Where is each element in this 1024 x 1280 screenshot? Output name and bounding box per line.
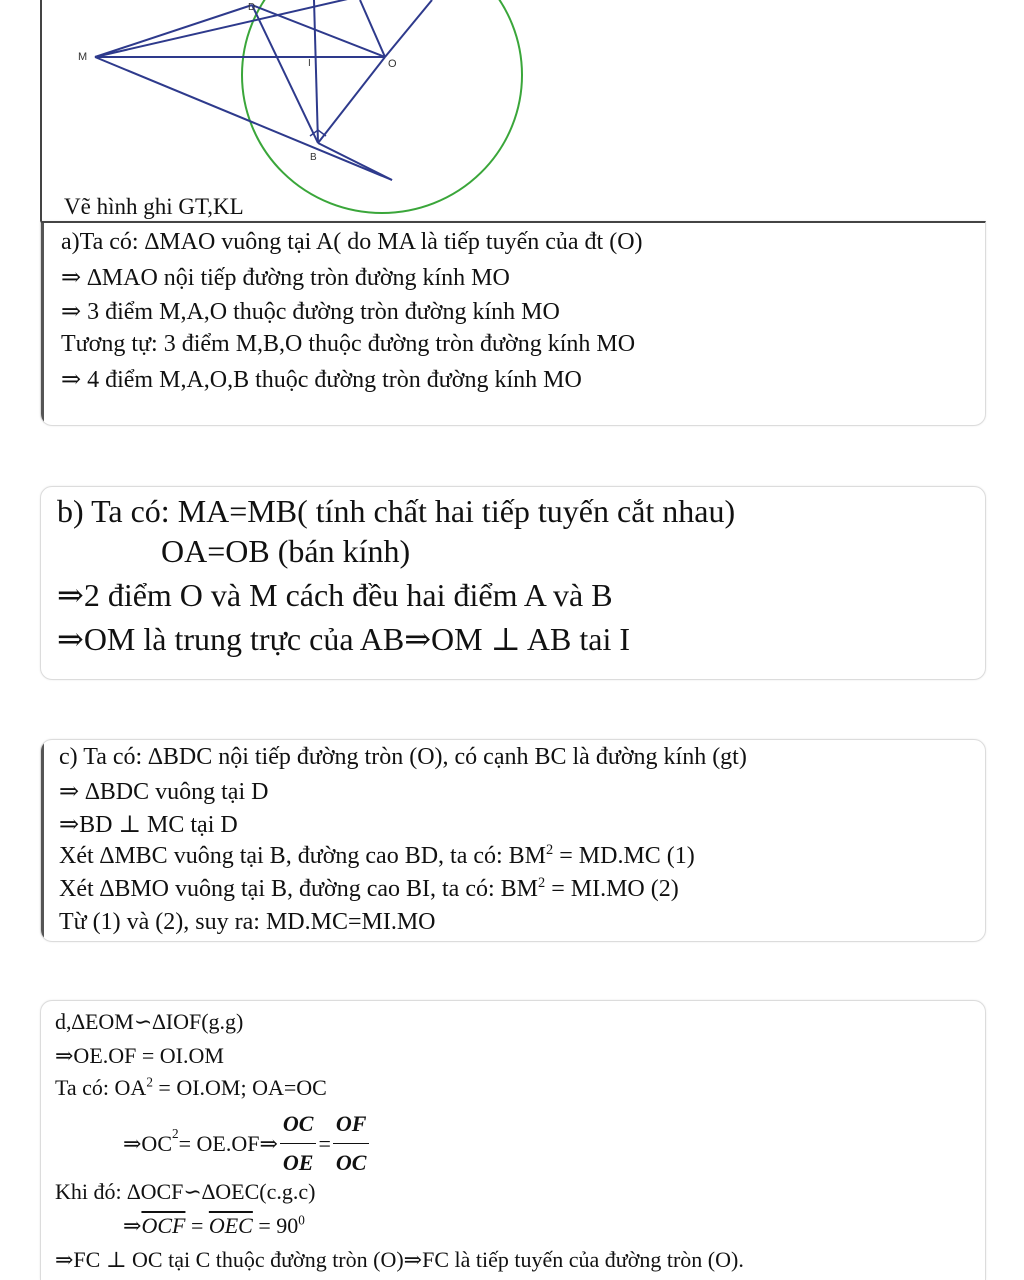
part-d-card: [40, 1000, 986, 1280]
part-c-line-2: ⇒ ∆BDC vuông tại D: [59, 779, 269, 805]
part-c-exp-2: 2: [538, 875, 546, 891]
figure-card: [40, 0, 986, 226]
part-d-line-6: [123, 1213, 305, 1239]
part-d-line-2: ⇒OE.OF = OI.OM: [55, 1043, 224, 1068]
degree-mark: 0: [298, 1212, 305, 1228]
part-d-line-6-pre: ⇒: [123, 1213, 142, 1238]
label-d: D: [248, 2, 256, 13]
part-d-line-6-mid: =: [185, 1213, 209, 1238]
part-b-line-3: ⇒2 điểm O và M cách đều hai điểm A và B: [57, 577, 613, 613]
frac2-den: OC: [335, 1150, 367, 1175]
part-d-line-6-post: = 90: [252, 1213, 299, 1238]
part-a-card: [40, 221, 986, 426]
tangent-b: [318, 143, 392, 180]
part-d-line-1: d,∆EOM∽∆IOF(g.g): [55, 1009, 244, 1034]
part-c-line-5: [59, 876, 679, 903]
part-b-line-2: OA=OB (bán kính): [161, 533, 411, 569]
frac1-den: OE: [282, 1150, 314, 1175]
line-mb: [95, 57, 392, 180]
geometry-figure: [42, 0, 986, 226]
part-c-line-4: [59, 843, 695, 870]
part-c-line-1: c) Ta có: ∆BDC nội tiếp đường tròn (O), có cạnh BC là đường kính (gt): [59, 744, 747, 770]
label-b: B: [310, 152, 317, 163]
part-d-eq: =: [318, 1130, 331, 1156]
part-a-line-4: Tương tự: 3 điểm M,B,O thuộc đường tròn đường kính MO: [61, 331, 636, 357]
line-db: [252, 5, 318, 143]
part-c-card: [40, 739, 986, 942]
part-c-line-5-post: = MI.MO (2): [545, 876, 679, 902]
part-a-bar: [41, 223, 44, 425]
part-a-line-3: ⇒ 3 điểm M,A,O thuộc đường tròn đường kính MO: [61, 299, 560, 325]
part-b-line-4: ⇒OM là trung trực của AB⇒OM ⊥ AB tai I: [57, 621, 630, 657]
frac2-num: OF: [333, 1105, 370, 1144]
fraction-oc-oe: [280, 1105, 317, 1182]
part-d-line-3: [55, 1075, 327, 1101]
part-d-line-5: Khi đó: ∆OCF∽∆OEC(c.g.c): [55, 1179, 316, 1204]
line-md: [95, 5, 252, 57]
part-a-line-5: ⇒ 4 điểm M,A,O,B thuộc đường tròn đường kính MO: [61, 367, 582, 393]
line-ab: [314, 0, 318, 143]
part-b-line-1: b) Ta có: MA=MB( tính chất hai tiếp tuyến cắt nhau): [57, 493, 736, 529]
angle-ocf: $\overline{OCF}$: [141, 1213, 186, 1238]
line-bo: [318, 57, 385, 143]
line-oc: [385, 0, 432, 57]
part-c-line-4-pre: Xét ∆MBC vuông tại B, đường cao BD, ta có: BM: [59, 843, 547, 869]
part-c-line-6: Từ (1) và (2), suy ra: MD.MC=MI.MO: [59, 909, 436, 935]
part-d-line-3-pre: Ta có: OA: [55, 1075, 147, 1100]
part-a-line-2: ⇒ ∆MAO nội tiếp đường tròn đường kính MO: [61, 265, 510, 291]
label-i: I: [308, 58, 311, 69]
figure-caption: Vẽ hình ghi GT,KL: [64, 194, 244, 219]
part-c-line-3: ⇒BD ⊥ MC tại D: [59, 812, 238, 838]
angle-oec: $\overline{OEC}$: [208, 1213, 253, 1238]
part-a-line-1: a)Ta có: ∆MAO vuông tại A( do MA là tiếp tuyến của đt (O): [61, 229, 643, 255]
label-m: M: [78, 51, 88, 63]
part-d-line-3-post: = OI.OM; OA=OC: [152, 1075, 327, 1100]
part-c-line-5-pre: Xét ∆BMO vuông tại B, đường cao BI, ta có: BM: [59, 876, 539, 902]
part-c-line-4-post: = MD.MC (1): [553, 843, 695, 869]
part-b-card: [40, 486, 986, 680]
circle-o: [242, 0, 522, 213]
part-d-line-4-pre: ⇒OC: [123, 1130, 172, 1156]
part-d-line-7: ⇒FC ⊥ OC tại C thuộc đường tròn (O)⇒FC là tiếp tuyến của đường tròn (O).: [55, 1247, 744, 1272]
part-d-line-4-mid: = OE.OF⇒: [178, 1130, 278, 1156]
part-d-exp-1: 2: [146, 1074, 153, 1090]
label-o: O: [388, 58, 397, 70]
part-d-line-4: ⇒OC $^2$ = OE.OF⇒ $\frac{OC}{OE}$ = $\frac{OF}{OC}$: [123, 1105, 371, 1182]
fraction-of-oc: [333, 1105, 370, 1182]
frac1-num: OC: [280, 1105, 317, 1144]
part-c-exp-1: 2: [546, 842, 554, 858]
part-c-bar: [41, 740, 44, 941]
